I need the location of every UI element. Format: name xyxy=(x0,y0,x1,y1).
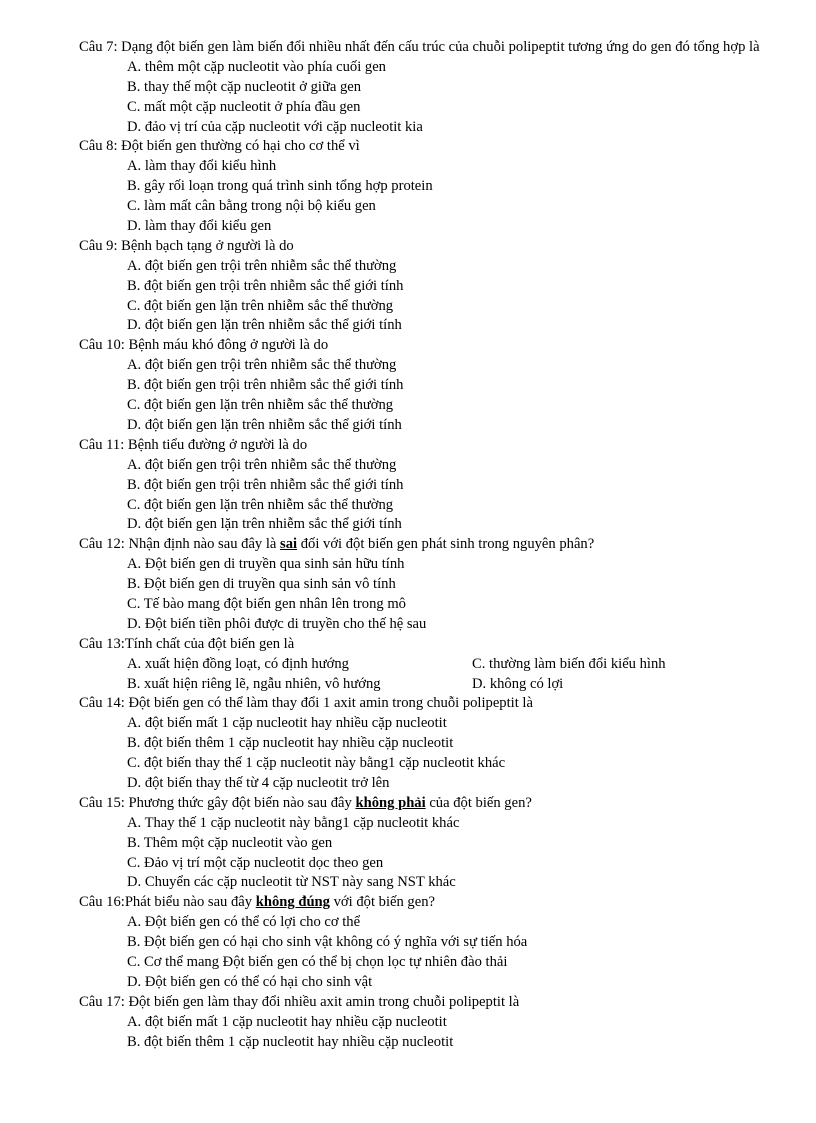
question-15-stem xyxy=(79,794,779,814)
question-16-stem xyxy=(79,893,779,913)
question-8-number: Câu 8: xyxy=(79,138,122,155)
question-12-number: Câu 12: xyxy=(79,536,129,553)
question-8-stem xyxy=(79,137,779,157)
question-11 xyxy=(79,436,779,535)
question-10-number: Câu 10: xyxy=(79,337,129,354)
question-16-text-after: với đột biến gen? xyxy=(329,894,435,911)
question-16-option-c: C. Cơ thể mang Đột biến gen có thể bị chọn lọc tự nhiên đào thải xyxy=(127,953,508,970)
question-10-text: Bệnh máu khó đông ở người là do xyxy=(128,337,329,354)
question-14-option-d: D. đột biến thay thế từ 4 cặp nucleotit trở lên xyxy=(127,774,390,791)
question-16-option-d: D. Đột biến gen có thể có hại cho sinh vật xyxy=(127,973,373,990)
question-11-option-b: B. đột biến gen trội trên nhiễm sắc thể giới tính xyxy=(127,476,404,493)
question-12-option-d: D. Đột biến tiền phôi được di truyền cho thế hệ sau xyxy=(127,615,427,632)
question-11-text: Bệnh tiểu đường ở người là do xyxy=(127,436,308,453)
question-9-text: Bệnh bạch tạng ở người là do xyxy=(121,237,294,254)
question-12-text-after: đối với đột biến gen phát sinh trong nguyên phân? xyxy=(297,536,595,553)
question-14-number: Câu 14: xyxy=(79,695,129,712)
question-10-option-c: C. đột biến gen lặn trên nhiễm sắc thể thường xyxy=(127,397,394,414)
question-8-option-c: C. làm mất cân bằng trong nội bộ kiểu gen xyxy=(127,198,376,215)
question-15-text-before: Phương thức gây đột biến nào sau đây xyxy=(128,794,356,811)
question-8-option-b: B. gây rối loạn trong quá trình sinh tổng hợp protein xyxy=(127,178,433,195)
question-16-option-b: B. Đột biến gen có hại cho sinh vật không có ý nghĩa với sự tiến hóa xyxy=(127,934,528,951)
question-14-option-a: A. đột biến mất 1 cặp nucleotit hay nhiều cặp nucleotit xyxy=(127,715,447,732)
question-17-option-a: A. đột biến mất 1 cặp nucleotit hay nhiều cặp nucleotit xyxy=(127,1013,447,1030)
question-10 xyxy=(79,336,779,435)
question-15-text-after: của đột biến gen? xyxy=(425,794,532,811)
question-12-option-c: C. Tế bào mang đột biến gen nhân lên trong mô xyxy=(127,595,406,612)
question-12-text-before: Nhận định nào sau đây là xyxy=(128,536,281,553)
question-7-text: Dạng đột biến gen làm biến đổi nhiều nhất đến cấu trúc của chuỗi polipeptit tương ứng do gen đó tổng hợp là xyxy=(121,39,760,55)
question-7-number: Câu 7: xyxy=(79,39,122,55)
question-13-option-d: D. không có lợi xyxy=(472,675,564,692)
question-16-emphasis: không đúng xyxy=(255,894,330,911)
question-14 xyxy=(79,694,779,793)
exam-page xyxy=(79,38,779,1052)
question-7-stem xyxy=(79,38,779,58)
question-13-option-row-2 xyxy=(79,675,779,695)
question-10-stem xyxy=(79,336,779,356)
question-13-option-a: A. xuất hiện đồng loạt, có định hướng xyxy=(127,655,349,672)
question-15 xyxy=(79,794,779,893)
question-10-option-b: B. đột biến gen trội trên nhiễm sắc thể giới tính xyxy=(127,377,404,394)
question-17-text: Đột biến gen làm thay đổi nhiều axit amin trong chuỗi polipeptit là xyxy=(128,993,520,1010)
question-7-option-c: C. mất một cặp nucleotit ở phía đầu gen xyxy=(127,98,361,115)
question-7-option-b: B. thay thế một cặp nucleotit ở giữa gen xyxy=(127,78,362,95)
question-10-option-d: D. đột biến gen lặn trên nhiễm sắc thể giới tính xyxy=(127,416,402,433)
question-9-number: Câu 9: xyxy=(79,237,122,254)
question-15-number: Câu 15: xyxy=(79,794,129,811)
question-15-option-d: D. Chuyển các cặp nucleotit từ NST này sang NST khác xyxy=(127,874,456,891)
question-13-option-c: C. thường làm biến đổi kiểu hình xyxy=(472,655,666,672)
question-16-option-a: A. Đột biến gen có thể có lợi cho cơ thể xyxy=(127,914,361,931)
question-13-number: Câu 13: xyxy=(79,635,125,652)
question-13 xyxy=(79,635,779,695)
question-15-option-b: B. Thêm một cặp nucleotit vào gen xyxy=(127,834,333,851)
question-12-option-a: A. Đột biến gen di truyền qua sinh sản hữu tính xyxy=(127,556,405,573)
question-11-number: Câu 11: xyxy=(79,436,128,453)
question-8-text: Đột biến gen thường có hại cho cơ thể vì xyxy=(121,138,360,155)
question-12-emphasis: sai xyxy=(280,536,298,553)
question-12 xyxy=(79,535,779,634)
question-9-option-a: A. đột biến gen trội trên nhiễm sắc thể thường xyxy=(127,257,397,274)
question-14-text: Đột biến gen có thể làm thay đổi 1 axit amin trong chuỗi polipeptit là xyxy=(128,695,533,712)
question-13-stem xyxy=(79,635,779,655)
question-14-option-b: B. đột biến thêm 1 cặp nucleotit hay nhiều cặp nucleotit xyxy=(127,735,454,752)
question-15-option-a: A. Thay thế 1 cặp nucleotit này bằng1 cặp nucleotit khác xyxy=(127,814,460,831)
question-14-option-c: C. đột biến thay thế 1 cặp nucleotit này bằng1 cặp nucleotit khác xyxy=(127,755,506,772)
question-12-stem xyxy=(79,535,779,555)
question-9-stem xyxy=(79,237,779,257)
question-8-option-a: A. làm thay đổi kiểu hình xyxy=(127,158,277,175)
question-7-option-a: A. thêm một cặp nucleotit vào phía cuối gen xyxy=(127,58,386,75)
question-11-option-c: C. đột biến gen lặn trên nhiễm sắc thể thường xyxy=(127,496,394,513)
question-8 xyxy=(79,137,779,236)
question-12-option-b: B. Đột biến gen di truyền qua sinh sản vô tính xyxy=(127,576,396,593)
question-13-option-row-1 xyxy=(79,655,779,675)
question-16 xyxy=(79,893,779,992)
question-17 xyxy=(79,993,779,1053)
question-7 xyxy=(79,38,779,137)
question-8-option-d: D. làm thay đổi kiểu gen xyxy=(127,218,272,235)
question-16-text-before: Phát biểu nào sau đây xyxy=(124,894,256,911)
question-11-option-a: A. đột biến gen trội trên nhiễm sắc thể thường xyxy=(127,456,397,473)
question-14-stem xyxy=(79,694,779,714)
question-9 xyxy=(79,237,779,336)
question-9-option-c: C. đột biến gen lặn trên nhiễm sắc thể thường xyxy=(127,297,394,314)
question-10-option-a: A. đột biến gen trội trên nhiễm sắc thể thường xyxy=(127,357,397,374)
question-16-number: Câu 16: xyxy=(79,894,125,911)
question-17-stem xyxy=(79,993,779,1013)
question-9-option-b: B. đột biến gen trội trên nhiễm sắc thể giới tính xyxy=(127,277,404,294)
question-15-option-c: C. Đảo vị trí một cặp nucleotit dọc theo gen xyxy=(127,854,384,871)
question-17-number: Câu 17: xyxy=(79,993,129,1010)
question-13-text: Tính chất của đột biến gen là xyxy=(124,635,295,652)
question-9-option-d: D. đột biến gen lặn trên nhiễm sắc thể giới tính xyxy=(127,317,402,334)
question-17-option-b: B. đột biến thêm 1 cặp nucleotit hay nhiều cặp nucleotit xyxy=(127,1033,454,1050)
question-11-option-d: D. đột biến gen lặn trên nhiễm sắc thể giới tính xyxy=(127,516,402,533)
question-15-emphasis: không phải xyxy=(355,794,426,811)
question-11-stem xyxy=(79,436,779,456)
question-7-option-d: D. đảo vị trí của cặp nucleotit với cặp nucleotit kia xyxy=(127,118,423,135)
question-13-option-b: B. xuất hiện riêng lẽ, ngẫu nhiên, vô hướng xyxy=(127,675,381,692)
